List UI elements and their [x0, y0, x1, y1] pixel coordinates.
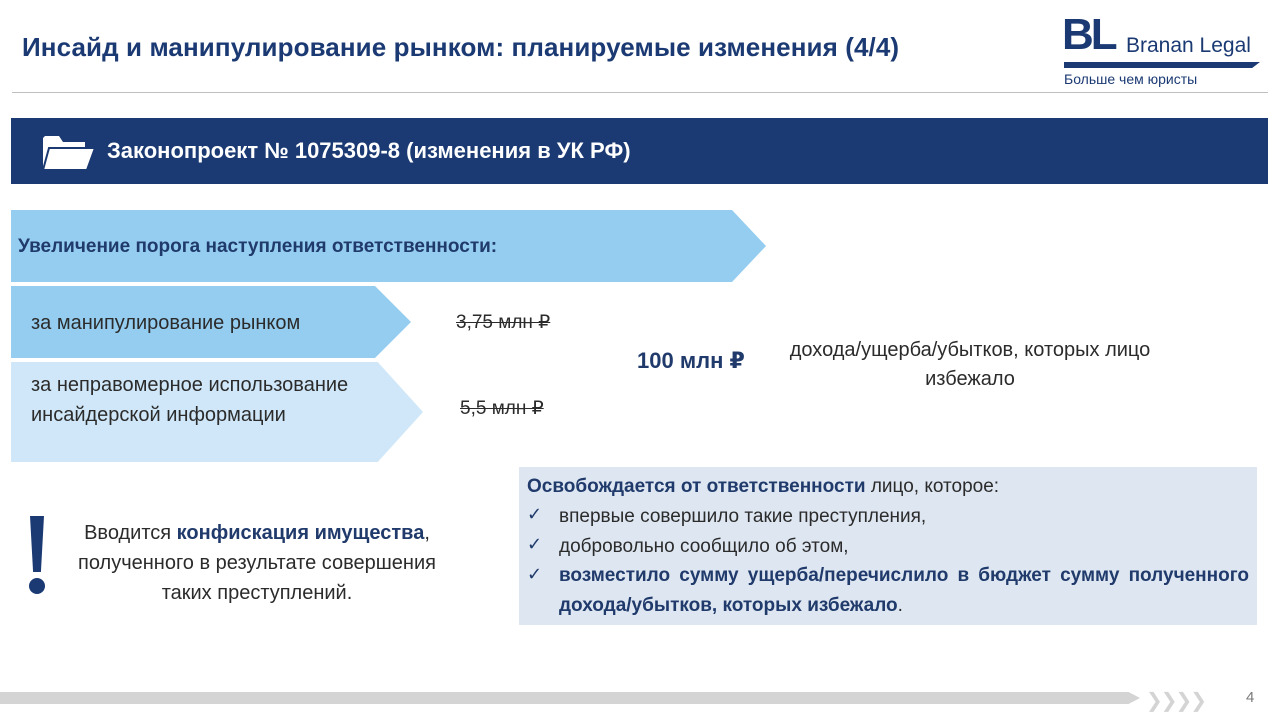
new-threshold-description: дохода/ущерба/убытков, которых лицо избежало [789, 339, 1151, 390]
manipulation-label: за манипулирование рынком [31, 312, 301, 334]
bill-banner [11, 118, 1268, 184]
new-threshold: 100 млн ₽ [637, 348, 745, 373]
bill-title: Законопроект № 1075309-8 (изменения в УК РФ) [107, 138, 631, 163]
confiscation-prefix: Вводится [84, 522, 177, 544]
footer-progress-bar [0, 692, 1140, 704]
chevrons-icon: ❯❯❯❯ [1146, 690, 1206, 712]
logo-mark: BL [1062, 10, 1115, 59]
folder-icon [41, 132, 97, 172]
release-item-3-bold: возместило сумму ущерба/перечислило в бюджет сумму полученного дохода/убытков, которых избежало [559, 565, 1249, 616]
check-icon: ✓ [527, 534, 543, 554]
company-logo [1062, 10, 1272, 90]
release-panel [519, 467, 1257, 625]
page-title: Инсайд и манипулирование рынком: планируемые изменения (4/4) [22, 32, 900, 62]
insider-label: за неправомерное использование инсайдерской информации [31, 374, 349, 426]
check-icon: ✓ [527, 504, 543, 524]
release-item-3 [559, 561, 1249, 621]
old-threshold-insider: 5,5 млн ₽ [460, 398, 544, 419]
confiscation-note [52, 518, 462, 608]
threshold-heading: Увеличение порога наступления ответственности: [18, 236, 498, 257]
page-number: 4 [1246, 689, 1255, 706]
header-divider [12, 92, 1268, 93]
confiscation-bold: конфискация имущества [176, 522, 425, 544]
release-item-3-tail: . [897, 595, 903, 616]
check-icon: ✓ [527, 564, 543, 584]
release-heading [527, 476, 999, 498]
release-heading-rest: лицо, которое: [865, 476, 1000, 497]
release-heading-bold: Освобождается от ответственности [527, 476, 866, 497]
logo-tagline: Больше чем юристы [1064, 71, 1198, 87]
exclamation-dot [29, 578, 45, 594]
release-item-2: добровольно сообщило об этом, [559, 536, 849, 557]
old-threshold-manipulation: 3,75 млн ₽ [456, 312, 551, 333]
release-item-1: впервые совершило такие преступления, [559, 506, 927, 527]
logo-name: Branan Legal [1126, 34, 1251, 57]
exclamation-icon [30, 516, 44, 572]
logo-underline [1064, 62, 1260, 68]
confiscation-suffix: , полученного в результате совершения таких преступлений. [78, 522, 436, 604]
